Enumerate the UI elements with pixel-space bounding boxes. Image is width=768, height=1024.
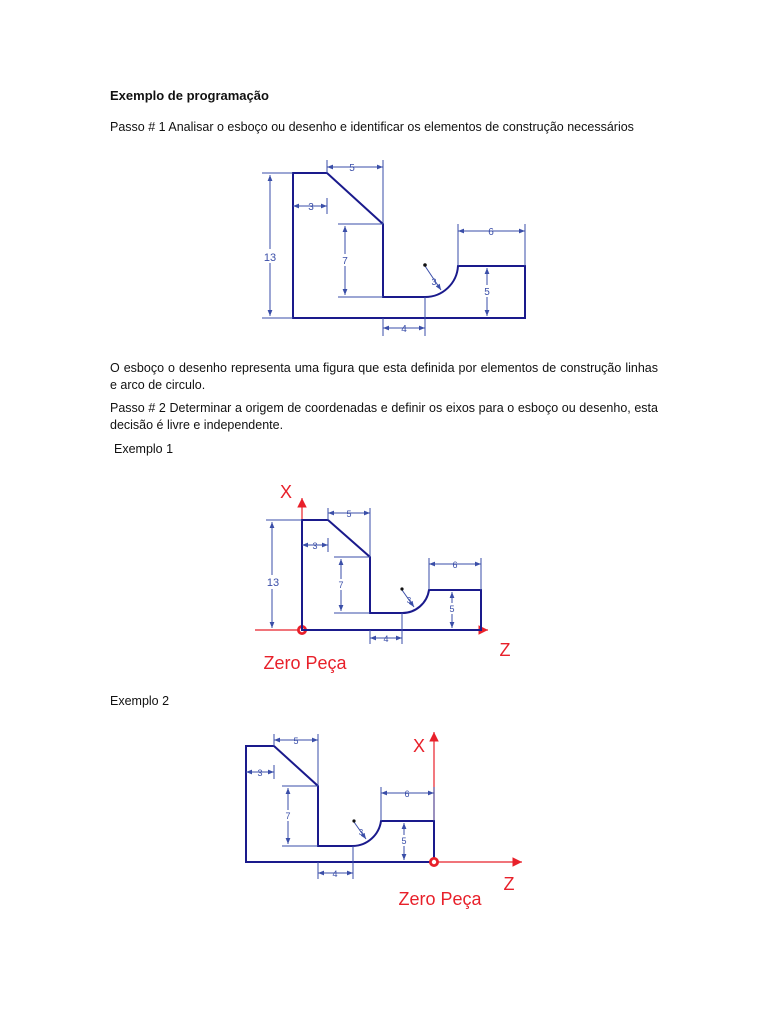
axis-x-label: X <box>279 482 293 502</box>
zero-piece-label: Zero Peça <box>398 889 482 909</box>
dim-top-width: 5 <box>346 509 352 519</box>
axis-x-label: X <box>412 736 426 756</box>
dim-bottom-width: 4 <box>401 324 407 335</box>
dim-bottom-width: 4 <box>383 634 389 644</box>
dim-step-width: 6 <box>488 227 494 238</box>
dim-inner-height: 7 <box>338 580 344 590</box>
dim-chamfer-offset: 3 <box>257 768 263 778</box>
zero-piece-label: Zero Peça <box>263 653 347 673</box>
paragraph-construction-elements: O esboço o desenho representa uma figura que esta definida por elementos de construção linhas e arco de circulo. <box>110 361 658 392</box>
dim-step-width: 6 <box>404 789 410 799</box>
dim-step-height: 5 <box>449 604 455 614</box>
page-title: Exemplo de programação <box>110 88 269 103</box>
example-2-label: Exemplo 2 <box>110 694 170 708</box>
axis-z-label: Z <box>503 874 515 894</box>
dim-chamfer-offset: 3 <box>308 202 314 213</box>
dim-arc-radius: 3 <box>431 277 437 287</box>
dim-total-height: 13 <box>263 252 277 264</box>
dim-step-height: 5 <box>401 836 407 846</box>
axis-z-label: Z <box>499 640 511 660</box>
dim-step-height: 5 <box>484 287 490 298</box>
dim-inner-height: 7 <box>342 256 348 267</box>
dim-top-width: 5 <box>293 736 299 746</box>
dim-bottom-width: 4 <box>332 869 338 879</box>
dim-top-width: 5 <box>349 163 355 174</box>
dim-step-width: 6 <box>452 560 458 570</box>
step-1-text: Passo # 1 Analisar o esboço ou desenho e identificar os elementos de construção necessários <box>110 120 634 134</box>
dim-total-height: 13 <box>266 577 280 589</box>
example-1-label: Exemplo 1 <box>114 442 174 456</box>
step-2-text: Passo # 2 Determinar a origem de coordenadas e definir os eixos para o esboço ou desenho, esta decisão é livre e independente. <box>110 401 658 432</box>
dim-inner-height: 7 <box>285 811 291 821</box>
dim-arc-radius: 3 <box>358 828 364 837</box>
dim-chamfer-offset: 3 <box>312 541 318 551</box>
dim-arc-radius: 3 <box>406 596 412 605</box>
